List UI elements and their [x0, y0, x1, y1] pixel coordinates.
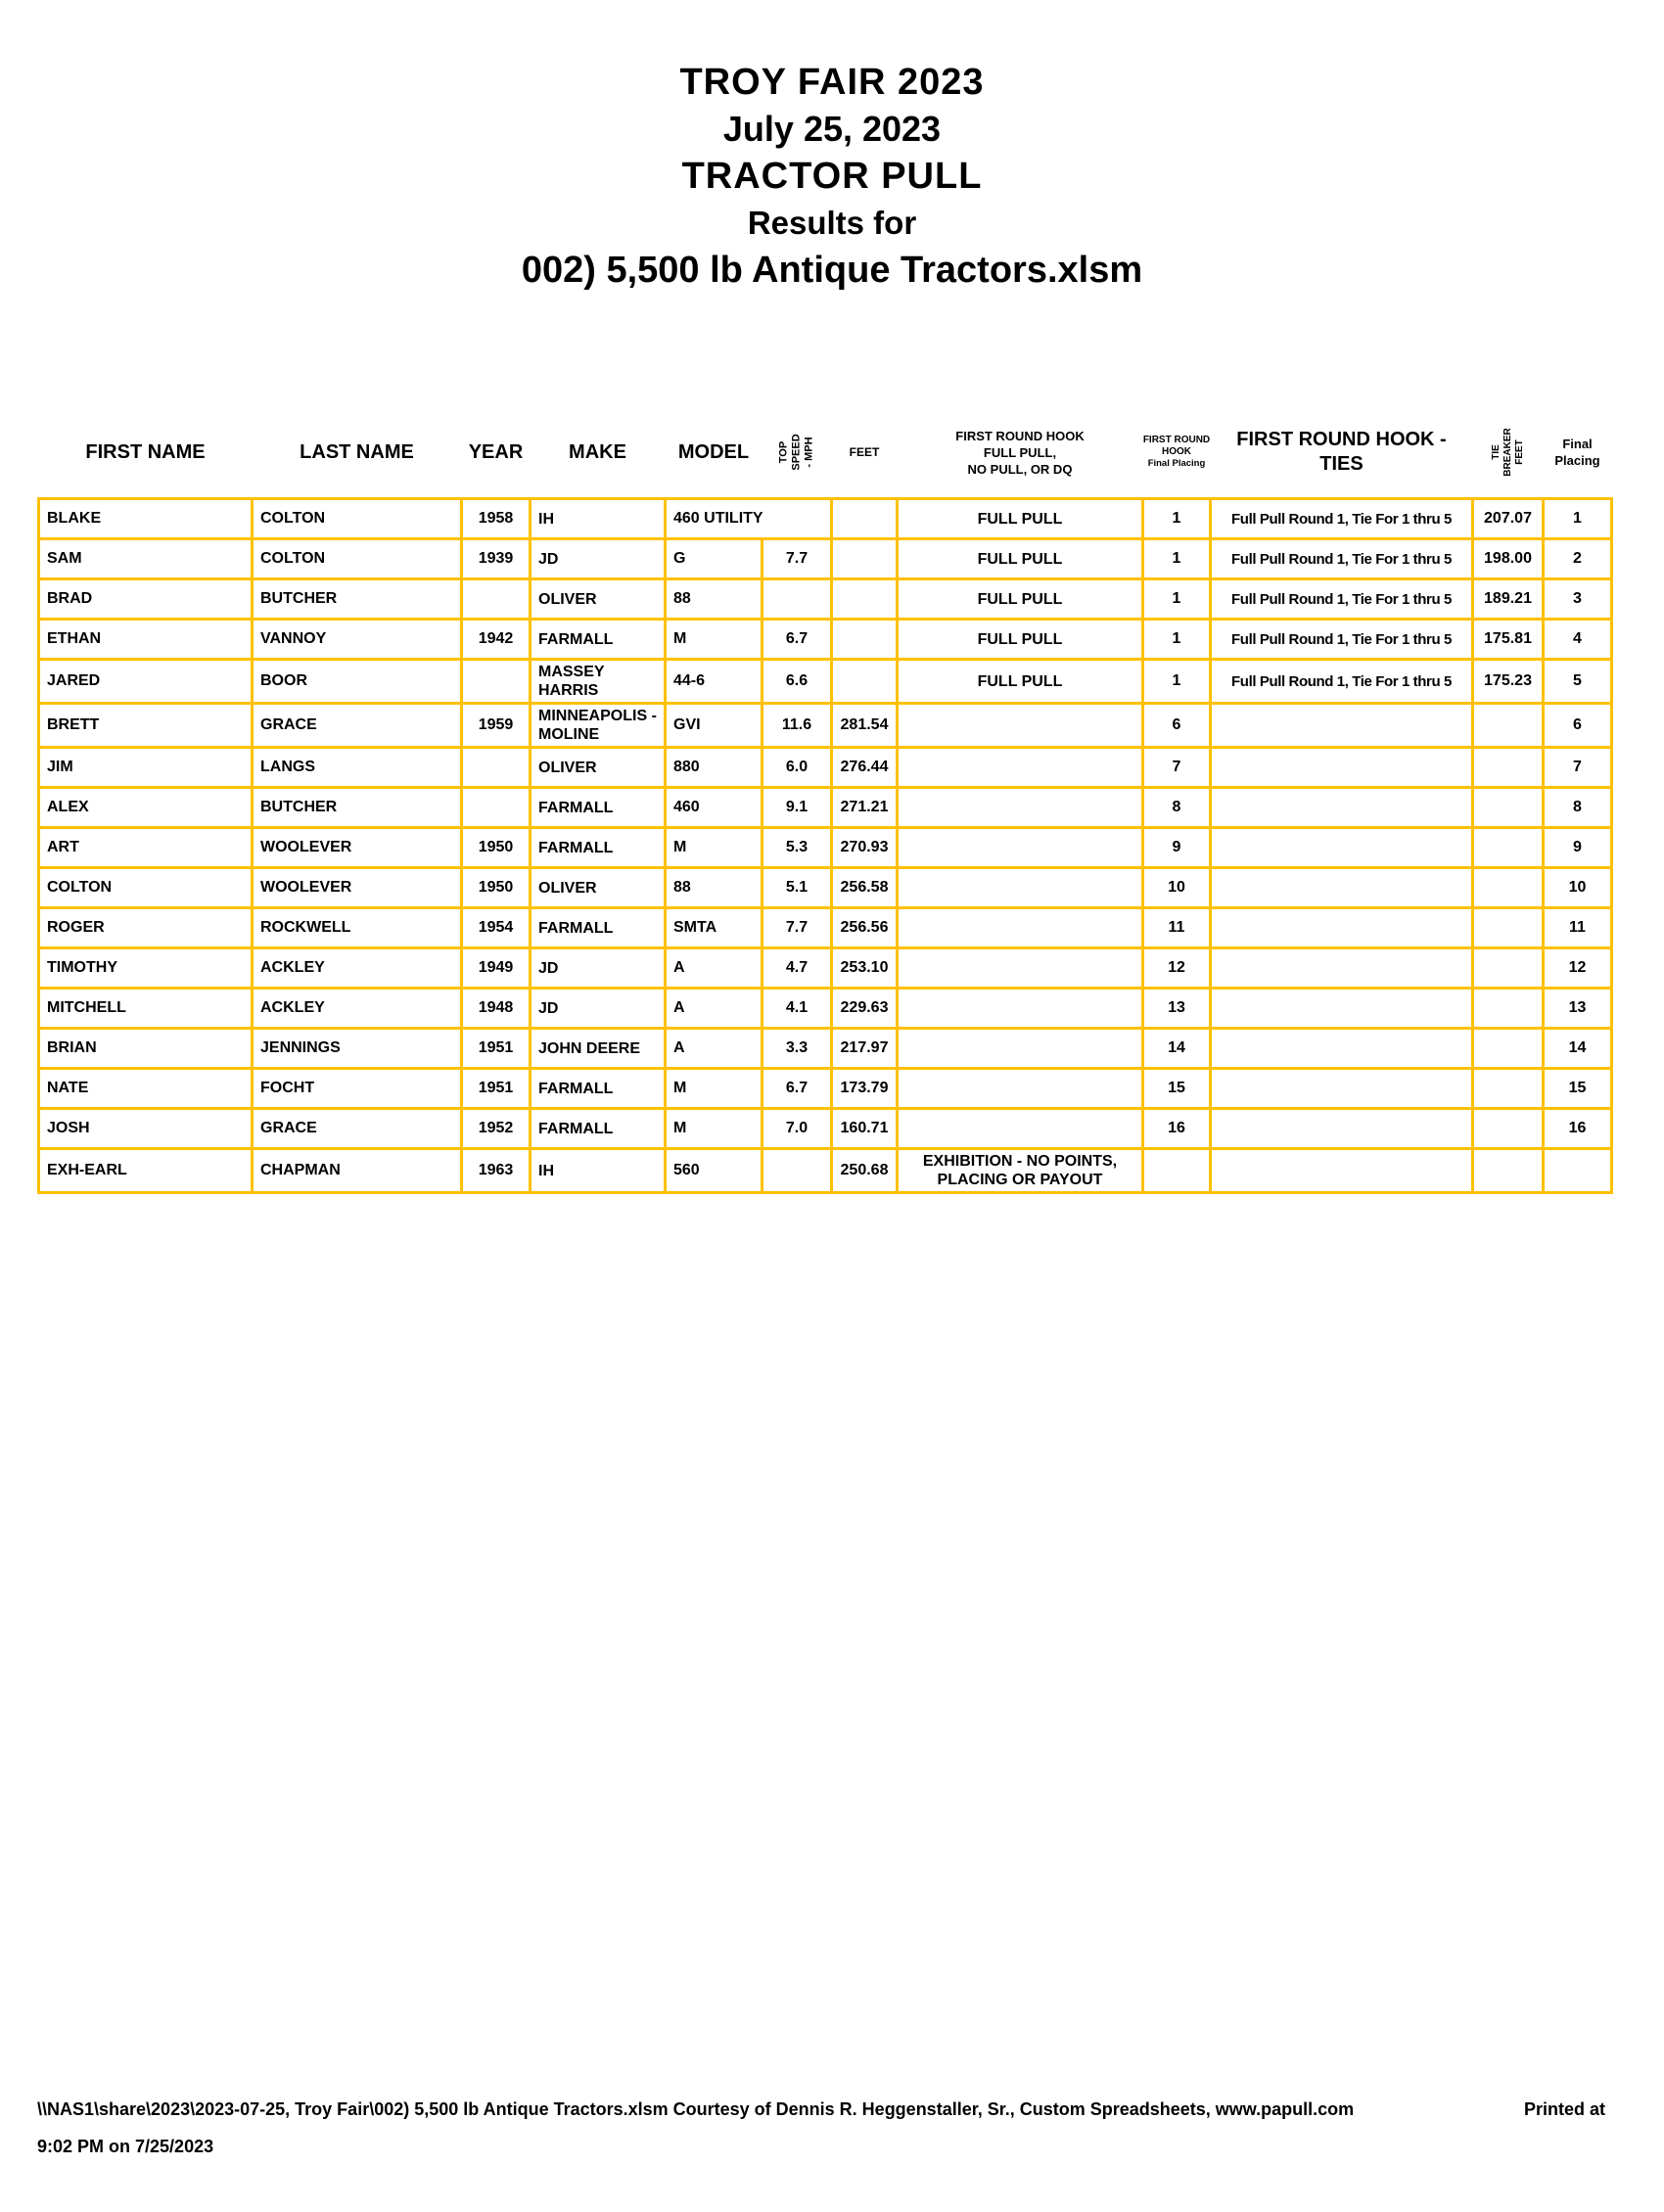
- cell-final-placing: 9: [1544, 828, 1612, 868]
- cell-last-name: FOCHT: [253, 1069, 462, 1109]
- cell-model: M: [666, 1109, 763, 1149]
- cell-model: M: [666, 620, 763, 660]
- cell-hook-placing: 13: [1143, 989, 1211, 1029]
- cell-ties: [1211, 908, 1473, 948]
- footer-printed-at-label: Printed at: [1523, 2099, 1605, 2119]
- cell-first-name: NATE: [39, 1069, 253, 1109]
- cell-tiebreaker-feet: 198.00: [1473, 539, 1544, 579]
- cell-hook-result: [898, 989, 1143, 1029]
- page-footer: [37, 2091, 1605, 2165]
- cell-year: [462, 579, 531, 620]
- table-row: [39, 948, 1612, 989]
- results-table-wrap: [37, 407, 1664, 1194]
- cell-make: FARMALL: [531, 1109, 666, 1149]
- page-title: TROY FAIR 2023: [679, 62, 985, 103]
- cell-first-name: EXH-EARL: [39, 1149, 253, 1193]
- cell-hook-placing: [1143, 1149, 1211, 1193]
- cell-hook-placing: 1: [1143, 620, 1211, 660]
- table-row: [39, 704, 1612, 748]
- cell-ties: [1211, 989, 1473, 1029]
- cell-top-speed: 7.7: [763, 908, 832, 948]
- cell-hook-result: [898, 1029, 1143, 1069]
- cell-year: 1949: [462, 948, 531, 989]
- event-name: TRACTOR PULL: [681, 156, 983, 197]
- cell-top-speed: 6.7: [763, 620, 832, 660]
- col-header-top-speed: TOP SPEED - MPH: [777, 434, 815, 471]
- cell-year: [462, 788, 531, 828]
- cell-model: 560: [666, 1149, 763, 1193]
- cell-last-name: VANNOY: [253, 620, 462, 660]
- cell-hook-result: [898, 788, 1143, 828]
- cell-year: [462, 748, 531, 788]
- cell-hook-placing: 12: [1143, 948, 1211, 989]
- cell-tiebreaker-feet: [1473, 989, 1544, 1029]
- cell-first-name: ALEX: [39, 788, 253, 828]
- cell-make: JD: [531, 539, 666, 579]
- cell-hook-result: [898, 828, 1143, 868]
- cell-feet: 250.68: [832, 1149, 898, 1193]
- cell-model: M: [666, 1069, 763, 1109]
- cell-make: FARMALL: [531, 1069, 666, 1109]
- cell-final-placing: 2: [1544, 539, 1612, 579]
- col-header-last-name: LAST NAME: [300, 440, 414, 463]
- cell-feet: [832, 660, 898, 704]
- cell-hook-placing: 6: [1143, 704, 1211, 748]
- table-header-row: [39, 407, 1612, 499]
- table-row: [39, 828, 1612, 868]
- cell-feet: 173.79: [832, 1069, 898, 1109]
- col-header-tiebreaker-feet: TIE BREAKER FEET: [1490, 428, 1525, 477]
- cell-year: 1954: [462, 908, 531, 948]
- cell-hook-result: [898, 1069, 1143, 1109]
- cell-first-name: TIMOTHY: [39, 948, 253, 989]
- cell-ties: [1211, 1029, 1473, 1069]
- cell-tiebreaker-feet: [1473, 948, 1544, 989]
- cell-year: 1963: [462, 1149, 531, 1193]
- cell-final-placing: 4: [1544, 620, 1612, 660]
- table-row: [39, 1149, 1612, 1193]
- cell-hook-placing: 10: [1143, 868, 1211, 908]
- cell-top-speed: [763, 1149, 832, 1193]
- cell-model: SMTA: [666, 908, 763, 948]
- cell-first-name: JOSH: [39, 1109, 253, 1149]
- cell-last-name: BUTCHER: [253, 788, 462, 828]
- cell-ties: Full Pull Round 1, Tie For 1 thru 5: [1211, 539, 1473, 579]
- cell-last-name: COLTON: [253, 539, 462, 579]
- cell-hook-placing: 16: [1143, 1109, 1211, 1149]
- cell-hook-result: [898, 1109, 1143, 1149]
- cell-tiebreaker-feet: [1473, 788, 1544, 828]
- table-row: [39, 1029, 1612, 1069]
- cell-year: 1939: [462, 539, 531, 579]
- cell-first-name: BLAKE: [39, 499, 253, 539]
- cell-ties: [1211, 1069, 1473, 1109]
- cell-first-name: JIM: [39, 748, 253, 788]
- cell-last-name: COLTON: [253, 499, 462, 539]
- cell-last-name: WOOLEVER: [253, 868, 462, 908]
- cell-year: 1951: [462, 1069, 531, 1109]
- cell-hook-placing: 7: [1143, 748, 1211, 788]
- cell-final-placing: 11: [1544, 908, 1612, 948]
- cell-tiebreaker-feet: 175.81: [1473, 620, 1544, 660]
- cell-feet: 229.63: [832, 989, 898, 1029]
- cell-make: MASSEY HARRIS: [531, 660, 666, 704]
- cell-ties: Full Pull Round 1, Tie For 1 thru 5: [1211, 620, 1473, 660]
- cell-ties: Full Pull Round 1, Tie For 1 thru 5: [1211, 499, 1473, 539]
- cell-ties: [1211, 828, 1473, 868]
- cell-ties: [1211, 748, 1473, 788]
- cell-feet: 276.44: [832, 748, 898, 788]
- table-body: [39, 499, 1612, 1193]
- table-row: [39, 908, 1612, 948]
- cell-ties: [1211, 704, 1473, 748]
- cell-model: 460 UTILITY: [666, 499, 832, 539]
- cell-make: IH: [531, 499, 666, 539]
- cell-feet: 281.54: [832, 704, 898, 748]
- cell-hook-placing: 1: [1143, 499, 1211, 539]
- cell-first-name: COLTON: [39, 868, 253, 908]
- table-row: [39, 579, 1612, 620]
- cell-model: 88: [666, 868, 763, 908]
- cell-hook-placing: 15: [1143, 1069, 1211, 1109]
- footer-printed-time: 9:02 PM on 7/25/2023: [37, 2137, 214, 2156]
- cell-final-placing: 6: [1544, 704, 1612, 748]
- cell-model: G: [666, 539, 763, 579]
- cell-ties: [1211, 868, 1473, 908]
- cell-feet: 271.21: [832, 788, 898, 828]
- cell-top-speed: 6.0: [763, 748, 832, 788]
- cell-model: GVI: [666, 704, 763, 748]
- table-row: [39, 788, 1612, 828]
- cell-model: M: [666, 828, 763, 868]
- cell-make: FARMALL: [531, 908, 666, 948]
- cell-make: OLIVER: [531, 868, 666, 908]
- cell-make: JD: [531, 989, 666, 1029]
- cell-tiebreaker-feet: [1473, 1069, 1544, 1109]
- cell-model: A: [666, 948, 763, 989]
- cell-model: 460: [666, 788, 763, 828]
- cell-year: 1950: [462, 828, 531, 868]
- cell-year: [462, 660, 531, 704]
- col-header-final-placing: Final Placing: [1554, 437, 1600, 468]
- cell-tiebreaker-feet: [1473, 1109, 1544, 1149]
- cell-tiebreaker-feet: [1473, 1029, 1544, 1069]
- event-date: July 25, 2023: [722, 109, 942, 149]
- cell-first-name: JARED: [39, 660, 253, 704]
- cell-tiebreaker-feet: [1473, 908, 1544, 948]
- cell-ties: [1211, 788, 1473, 828]
- cell-final-placing: 3: [1544, 579, 1612, 620]
- cell-final-placing: 10: [1544, 868, 1612, 908]
- cell-hook-result: [898, 748, 1143, 788]
- cell-feet: 256.56: [832, 908, 898, 948]
- cell-first-name: BRAD: [39, 579, 253, 620]
- cell-make: IH: [531, 1149, 666, 1193]
- cell-first-name: ART: [39, 828, 253, 868]
- cell-first-name: SAM: [39, 539, 253, 579]
- cell-last-name: WOOLEVER: [253, 828, 462, 868]
- cell-make: JD: [531, 948, 666, 989]
- cell-hook-result: [898, 868, 1143, 908]
- cell-ties: [1211, 1109, 1473, 1149]
- table-row: [39, 748, 1612, 788]
- cell-year: 1959: [462, 704, 531, 748]
- cell-first-name: BRIAN: [39, 1029, 253, 1069]
- cell-tiebreaker-feet: 207.07: [1473, 499, 1544, 539]
- cell-hook-result: FULL PULL: [898, 499, 1143, 539]
- col-header-make: MAKE: [569, 440, 626, 463]
- cell-top-speed: 9.1: [763, 788, 832, 828]
- class-file-name: 002) 5,500 lb Antique Tractors.xlsm: [521, 250, 1143, 291]
- cell-feet: 160.71: [832, 1109, 898, 1149]
- col-header-first-round-hook: FIRST ROUND HOOK FULL PULL, NO PULL, OR DQ: [955, 428, 1085, 477]
- cell-final-placing: 8: [1544, 788, 1612, 828]
- cell-tiebreaker-feet: 175.23: [1473, 660, 1544, 704]
- cell-top-speed: 4.1: [763, 989, 832, 1029]
- cell-hook-placing: 14: [1143, 1029, 1211, 1069]
- cell-hook-placing: 8: [1143, 788, 1211, 828]
- cell-model: A: [666, 1029, 763, 1069]
- col-header-first-name: FIRST NAME: [85, 440, 206, 463]
- cell-hook-result: [898, 948, 1143, 989]
- cell-top-speed: 6.6: [763, 660, 832, 704]
- cell-final-placing: 13: [1544, 989, 1612, 1029]
- cell-ties: [1211, 1149, 1473, 1193]
- cell-hook-result: FULL PULL: [898, 660, 1143, 704]
- cell-top-speed: [763, 579, 832, 620]
- cell-hook-result: FULL PULL: [898, 579, 1143, 620]
- cell-first-name: ETHAN: [39, 620, 253, 660]
- cell-top-speed: 4.7: [763, 948, 832, 989]
- cell-year: 1942: [462, 620, 531, 660]
- cell-tiebreaker-feet: [1473, 704, 1544, 748]
- table-row: [39, 660, 1612, 704]
- cell-last-name: CHAPMAN: [253, 1149, 462, 1193]
- cell-tiebreaker-feet: 189.21: [1473, 579, 1544, 620]
- col-header-ties: FIRST ROUND HOOK - TIES: [1236, 429, 1447, 475]
- cell-last-name: LANGS: [253, 748, 462, 788]
- cell-feet: 217.97: [832, 1029, 898, 1069]
- cell-top-speed: 7.7: [763, 539, 832, 579]
- cell-tiebreaker-feet: [1473, 1149, 1544, 1193]
- table-row: [39, 499, 1612, 539]
- table-row: [39, 1109, 1612, 1149]
- col-header-model: MODEL: [677, 440, 750, 463]
- cell-final-placing: 14: [1544, 1029, 1612, 1069]
- cell-last-name: ROCKWELL: [253, 908, 462, 948]
- cell-last-name: ACKLEY: [253, 989, 462, 1029]
- cell-make: FARMALL: [531, 828, 666, 868]
- cell-last-name: BUTCHER: [253, 579, 462, 620]
- table-row: [39, 539, 1612, 579]
- cell-year: 1952: [462, 1109, 531, 1149]
- cell-final-placing: 1: [1544, 499, 1612, 539]
- cell-year: 1948: [462, 989, 531, 1029]
- cell-ties: [1211, 948, 1473, 989]
- cell-last-name: GRACE: [253, 704, 462, 748]
- cell-ties: Full Pull Round 1, Tie For 1 thru 5: [1211, 660, 1473, 704]
- cell-make: FARMALL: [531, 620, 666, 660]
- cell-final-placing: 15: [1544, 1069, 1612, 1109]
- results-table: [37, 407, 1613, 1194]
- cell-tiebreaker-feet: [1473, 748, 1544, 788]
- cell-final-placing: 5: [1544, 660, 1612, 704]
- cell-hook-result: [898, 908, 1143, 948]
- cell-final-placing: [1544, 1149, 1612, 1193]
- cell-final-placing: 16: [1544, 1109, 1612, 1149]
- cell-top-speed: 5.3: [763, 828, 832, 868]
- cell-model: A: [666, 989, 763, 1029]
- cell-hook-placing: 9: [1143, 828, 1211, 868]
- col-header-first-round-placing: FIRST ROUND HOOK Final Placing: [1142, 435, 1211, 469]
- cell-feet: [832, 620, 898, 660]
- cell-last-name: GRACE: [253, 1109, 462, 1149]
- cell-final-placing: 7: [1544, 748, 1612, 788]
- cell-hook-result: FULL PULL: [898, 620, 1143, 660]
- cell-final-placing: 12: [1544, 948, 1612, 989]
- cell-tiebreaker-feet: [1473, 868, 1544, 908]
- table-row: [39, 620, 1612, 660]
- report-title-block: [0, 59, 1664, 294]
- cell-feet: 256.58: [832, 868, 898, 908]
- results-for-label: Results for: [747, 205, 917, 241]
- cell-make: OLIVER: [531, 579, 666, 620]
- cell-top-speed: 5.1: [763, 868, 832, 908]
- cell-feet: [832, 579, 898, 620]
- cell-first-name: ROGER: [39, 908, 253, 948]
- footer-file-path-courtesy: \\NAS1\share\2023\2023-07-25, Troy Fair\002) 5,500 lb Antique Tractors.xlsm Courtesy of Dennis R. Heggenstaller, Sr., Custom Spreadsheets, www.papull.com: [37, 2099, 1355, 2119]
- cell-year: 1951: [462, 1029, 531, 1069]
- cell-model: 44-6: [666, 660, 763, 704]
- cell-last-name: BOOR: [253, 660, 462, 704]
- cell-hook-placing: 1: [1143, 579, 1211, 620]
- cell-last-name: JENNINGS: [253, 1029, 462, 1069]
- cell-year: 1958: [462, 499, 531, 539]
- cell-top-speed: 7.0: [763, 1109, 832, 1149]
- table-row: [39, 989, 1612, 1029]
- cell-last-name: ACKLEY: [253, 948, 462, 989]
- cell-hook-placing: 11: [1143, 908, 1211, 948]
- table-row: [39, 1069, 1612, 1109]
- cell-hook-placing: 1: [1143, 539, 1211, 579]
- cell-tiebreaker-feet: [1473, 828, 1544, 868]
- cell-make: MINNEAPOLIS - MOLINE: [531, 704, 666, 748]
- cell-first-name: BRETT: [39, 704, 253, 748]
- cell-top-speed: 3.3: [763, 1029, 832, 1069]
- cell-feet: [832, 499, 898, 539]
- cell-make: OLIVER: [531, 748, 666, 788]
- cell-first-name: MITCHELL: [39, 989, 253, 1029]
- cell-hook-placing: 1: [1143, 660, 1211, 704]
- cell-feet: 253.10: [832, 948, 898, 989]
- cell-hook-result: FULL PULL: [898, 539, 1143, 579]
- cell-year: 1950: [462, 868, 531, 908]
- cell-ties: Full Pull Round 1, Tie For 1 thru 5: [1211, 579, 1473, 620]
- cell-feet: [832, 539, 898, 579]
- cell-make: FARMALL: [531, 788, 666, 828]
- cell-model: 88: [666, 579, 763, 620]
- cell-top-speed: 6.7: [763, 1069, 832, 1109]
- cell-model: 880: [666, 748, 763, 788]
- cell-hook-result: [898, 704, 1143, 748]
- table-row: [39, 868, 1612, 908]
- col-header-year: YEAR: [468, 440, 524, 463]
- cell-top-speed: 11.6: [763, 704, 832, 748]
- cell-hook-result: EXHIBITION - NO POINTS, PLACING OR PAYOUT: [898, 1149, 1143, 1193]
- cell-feet: 270.93: [832, 828, 898, 868]
- col-header-feet: FEET: [849, 445, 880, 459]
- cell-make: JOHN DEERE: [531, 1029, 666, 1069]
